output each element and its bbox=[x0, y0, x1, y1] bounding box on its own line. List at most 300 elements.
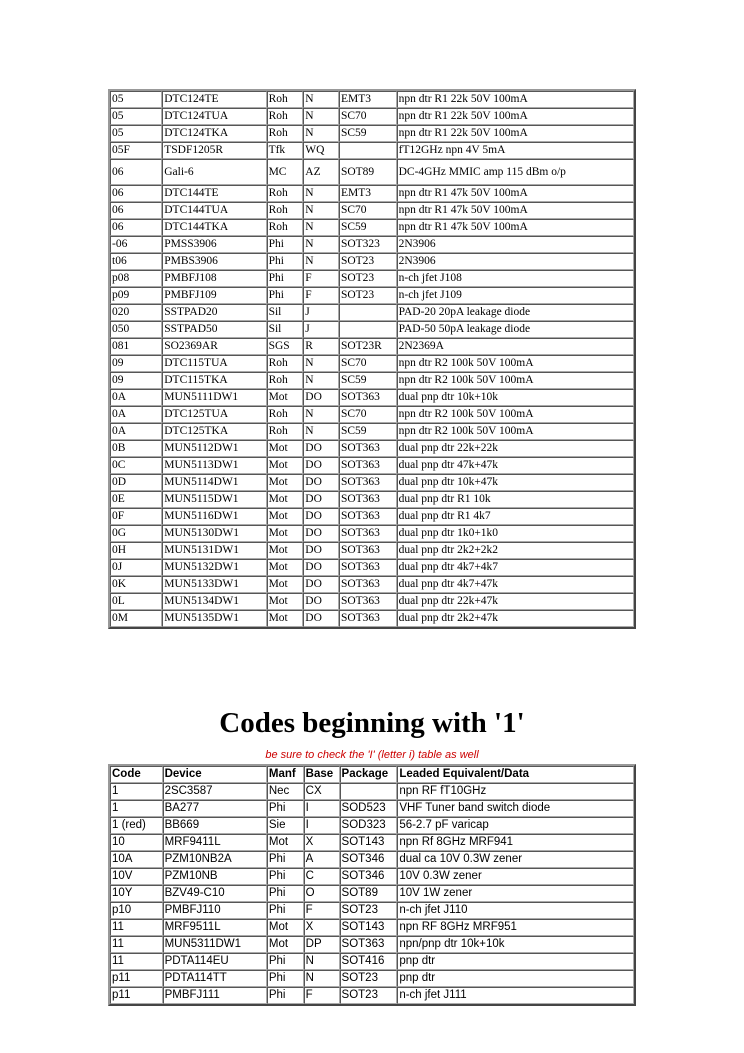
code-cell: 0K bbox=[110, 576, 162, 593]
base-cell: N bbox=[303, 372, 339, 389]
table-row bbox=[110, 474, 634, 491]
table-row bbox=[110, 355, 634, 372]
table-row bbox=[110, 508, 634, 525]
manf-cell: Mot bbox=[267, 525, 304, 542]
manf-cell: Roh bbox=[267, 185, 304, 202]
data-cell: VHF Tuner band switch diode bbox=[397, 800, 634, 817]
manf-cell: Phi bbox=[267, 885, 304, 902]
package-cell: SOT363 bbox=[339, 525, 397, 542]
base-cell: N bbox=[303, 125, 339, 142]
table-row bbox=[110, 159, 634, 185]
package-cell: SOT23 bbox=[339, 287, 397, 304]
data-cell: npn Rf 8GHz MRF941 bbox=[397, 834, 634, 851]
data-cell: PAD-50 50pA leakage diode bbox=[397, 321, 634, 338]
table-row bbox=[110, 287, 634, 304]
code-cell: 0A bbox=[110, 423, 162, 440]
data-cell: dual pnp dtr 10k+10k bbox=[397, 389, 634, 406]
package-cell: SOT363 bbox=[340, 936, 398, 953]
manf-cell: Mot bbox=[267, 559, 304, 576]
base-cell: N bbox=[303, 355, 339, 372]
device-cell: DTC115TUA bbox=[162, 355, 266, 372]
package-cell: SOT416 bbox=[340, 953, 398, 970]
package-cell: SOT346 bbox=[340, 851, 398, 868]
data-cell: dual pnp dtr R1 10k bbox=[397, 491, 634, 508]
code-cell: 05 bbox=[110, 108, 162, 125]
device-cell: PDTA114EU bbox=[163, 953, 267, 970]
manf-cell: Mot bbox=[267, 919, 304, 936]
manf-cell: Phi bbox=[267, 287, 304, 304]
base-cell: DO bbox=[303, 508, 339, 525]
base-cell: I bbox=[304, 800, 340, 817]
base-cell: N bbox=[303, 91, 339, 108]
table-row bbox=[110, 457, 634, 474]
base-cell: N bbox=[303, 108, 339, 125]
base-cell: A bbox=[304, 851, 340, 868]
code-cell: 0A bbox=[110, 389, 162, 406]
package-cell: SOT363 bbox=[339, 491, 397, 508]
manf-cell: Mot bbox=[267, 576, 304, 593]
table-row bbox=[110, 270, 634, 287]
manf-cell: Tfk bbox=[267, 142, 304, 159]
device-cell: MRF9411L bbox=[163, 834, 267, 851]
table-row bbox=[110, 936, 634, 953]
data-cell: 2N3906 bbox=[397, 253, 634, 270]
data-cell: npn dtr R2 100k 50V 100mA bbox=[397, 406, 634, 423]
data-cell: n-ch jfet J109 bbox=[397, 287, 634, 304]
base-cell: X bbox=[304, 834, 340, 851]
base-cell: AZ bbox=[303, 159, 339, 185]
device-cell: MUN5116DW1 bbox=[162, 508, 266, 525]
base-cell: N bbox=[303, 253, 339, 270]
device-cell: MUN5113DW1 bbox=[162, 457, 266, 474]
data-cell: 10V 0.3W zener bbox=[397, 868, 634, 885]
base-cell: DO bbox=[303, 491, 339, 508]
package-cell: SOT363 bbox=[339, 576, 397, 593]
manf-cell: Phi bbox=[267, 902, 304, 919]
data-cell: npn dtr R2 100k 50V 100mA bbox=[397, 372, 634, 389]
package-cell bbox=[339, 304, 397, 321]
base-cell: N bbox=[303, 406, 339, 423]
code-cell: p09 bbox=[110, 287, 162, 304]
manf-cell: Sil bbox=[267, 304, 304, 321]
data-cell: 2N2369A bbox=[397, 338, 634, 355]
data-cell: n-ch jfet J108 bbox=[397, 270, 634, 287]
data-cell: npn dtr R1 47k 50V 100mA bbox=[397, 219, 634, 236]
code-cell: t06 bbox=[110, 253, 162, 270]
header-manf: Manf bbox=[267, 766, 304, 783]
device-cell: DTC124TE bbox=[162, 91, 266, 108]
data-cell: dual pnp dtr 22k+22k bbox=[397, 440, 634, 457]
data-cell: dual pnp dtr 4k7+47k bbox=[397, 576, 634, 593]
data-cell: 56-2.7 pF varicap bbox=[397, 817, 634, 834]
package-cell bbox=[339, 142, 397, 159]
data-cell: npn dtr R1 22k 50V 100mA bbox=[397, 108, 634, 125]
manf-cell: Phi bbox=[267, 868, 304, 885]
code-cell: 10A bbox=[110, 851, 163, 868]
manf-cell: Mot bbox=[267, 593, 304, 610]
manf-cell: Phi bbox=[267, 987, 304, 1004]
package-cell: SOT23R bbox=[339, 338, 397, 355]
table-row bbox=[110, 593, 634, 610]
table-row bbox=[110, 610, 634, 627]
base-cell: DO bbox=[303, 457, 339, 474]
code-cell: 0F bbox=[110, 508, 162, 525]
device-cell: MUN5135DW1 bbox=[162, 610, 266, 627]
data-cell: PAD-20 20pA leakage diode bbox=[397, 304, 634, 321]
code-cell: 0H bbox=[110, 542, 162, 559]
device-cell: DTC144TE bbox=[162, 185, 266, 202]
package-cell: SC70 bbox=[339, 108, 397, 125]
device-cell: MUN5132DW1 bbox=[162, 559, 266, 576]
table-row bbox=[110, 953, 634, 970]
device-cell: PMSS3906 bbox=[162, 236, 266, 253]
device-cell: PZM10NB2A bbox=[163, 851, 267, 868]
table-row bbox=[110, 321, 634, 338]
table-row bbox=[110, 372, 634, 389]
device-cell: MUN5115DW1 bbox=[162, 491, 266, 508]
manf-cell: Roh bbox=[267, 125, 304, 142]
device-cell: MRF9511L bbox=[163, 919, 267, 936]
device-cell: DTC125TUA bbox=[162, 406, 266, 423]
base-cell: DO bbox=[303, 474, 339, 491]
package-cell bbox=[340, 783, 398, 800]
code-cell: 09 bbox=[110, 372, 162, 389]
table-row bbox=[110, 440, 634, 457]
data-cell: npn dtr R1 47k 50V 100mA bbox=[397, 202, 634, 219]
manf-cell: Phi bbox=[267, 800, 304, 817]
data-cell: 10V 1W zener bbox=[397, 885, 634, 902]
data-cell: dual pnp dtr 2k2+2k2 bbox=[397, 542, 634, 559]
device-cell: MUN5130DW1 bbox=[162, 525, 266, 542]
manf-cell: Roh bbox=[267, 108, 304, 125]
package-cell: SC70 bbox=[339, 355, 397, 372]
device-cell: DTC115TKA bbox=[162, 372, 266, 389]
data-cell: n-ch jfet J110 bbox=[397, 902, 634, 919]
manf-cell: Roh bbox=[267, 91, 304, 108]
data-cell: 2N3906 bbox=[397, 236, 634, 253]
table-row bbox=[110, 125, 634, 142]
package-cell: SOT363 bbox=[339, 457, 397, 474]
package-cell: SOT363 bbox=[339, 542, 397, 559]
device-cell: DTC125TKA bbox=[162, 423, 266, 440]
manf-cell: Phi bbox=[267, 270, 304, 287]
table-row bbox=[110, 253, 634, 270]
manf-cell: Mot bbox=[267, 936, 304, 953]
code-cell: 10V bbox=[110, 868, 163, 885]
device-cell: PMBFJ109 bbox=[162, 287, 266, 304]
base-cell: DO bbox=[303, 525, 339, 542]
data-cell: npn dtr R1 22k 50V 100mA bbox=[397, 91, 634, 108]
manf-cell: Mot bbox=[267, 542, 304, 559]
base-cell: N bbox=[303, 423, 339, 440]
section-heading: Codes beginning with '1' bbox=[219, 707, 525, 739]
data-cell: npn dtr R1 47k 50V 100mA bbox=[397, 185, 634, 202]
table-row bbox=[110, 219, 634, 236]
base-cell: N bbox=[304, 953, 340, 970]
package-cell: SOT23 bbox=[340, 987, 398, 1004]
manf-cell: Nec bbox=[267, 783, 304, 800]
device-cell: MUN5134DW1 bbox=[162, 593, 266, 610]
code-cell: 05F bbox=[110, 142, 162, 159]
data-cell: dual ca 10V 0.3W zener bbox=[397, 851, 634, 868]
manf-cell: Roh bbox=[267, 202, 304, 219]
base-cell: N bbox=[303, 236, 339, 253]
table-row bbox=[110, 902, 634, 919]
code-cell: 0J bbox=[110, 559, 162, 576]
manf-cell: Mot bbox=[267, 508, 304, 525]
table-row bbox=[110, 542, 634, 559]
header-code: Code bbox=[110, 766, 163, 783]
base-cell: I bbox=[304, 817, 340, 834]
code-cell: p11 bbox=[110, 987, 163, 1004]
device-cell: TSDF1205R bbox=[162, 142, 266, 159]
package-cell: SOT23 bbox=[340, 970, 398, 987]
base-cell: F bbox=[303, 270, 339, 287]
data-cell: n-ch jfet J111 bbox=[397, 987, 634, 1004]
data-cell: DC-4GHz MMIC amp 115 dBm o/p bbox=[397, 159, 634, 185]
header-device: Device bbox=[163, 766, 267, 783]
code-cell: 0C bbox=[110, 457, 162, 474]
device-cell: PMBFJ108 bbox=[162, 270, 266, 287]
smd-codes-table-0 bbox=[108, 89, 636, 629]
base-cell: DO bbox=[303, 610, 339, 627]
manf-cell: Sie bbox=[267, 817, 304, 834]
table-row bbox=[110, 851, 634, 868]
manf-cell: Phi bbox=[267, 851, 304, 868]
code-cell: 1 bbox=[110, 800, 163, 817]
table-row bbox=[110, 406, 634, 423]
code-cell: 10Y bbox=[110, 885, 163, 902]
base-cell: DO bbox=[303, 389, 339, 406]
data-cell: npn dtr R2 100k 50V 100mA bbox=[397, 355, 634, 372]
package-cell bbox=[339, 321, 397, 338]
data-cell: dual pnp dtr 4k7+4k7 bbox=[397, 559, 634, 576]
base-cell: J bbox=[303, 304, 339, 321]
table-row bbox=[110, 491, 634, 508]
device-cell: BB669 bbox=[163, 817, 267, 834]
table-row bbox=[110, 559, 634, 576]
package-cell: SOD323 bbox=[340, 817, 398, 834]
code-cell: 0A bbox=[110, 406, 162, 423]
code-cell: -06 bbox=[110, 236, 162, 253]
base-cell: DO bbox=[303, 593, 339, 610]
base-cell: N bbox=[304, 970, 340, 987]
table-row bbox=[110, 304, 634, 321]
device-cell: DTC144TKA bbox=[162, 219, 266, 236]
data-cell: dual pnp dtr 22k+47k bbox=[397, 593, 634, 610]
package-cell: SC70 bbox=[339, 202, 397, 219]
device-cell: PDTA114TT bbox=[163, 970, 267, 987]
code-cell: 0D bbox=[110, 474, 162, 491]
manf-cell: Mot bbox=[267, 491, 304, 508]
base-cell: DP bbox=[304, 936, 340, 953]
code-cell: 0M bbox=[110, 610, 162, 627]
section-note: be sure to check the 'I' (letter i) table as well bbox=[265, 749, 479, 761]
device-cell: SO2369AR bbox=[162, 338, 266, 355]
table-row bbox=[110, 817, 634, 834]
manf-cell: Mot bbox=[267, 440, 304, 457]
table-row bbox=[110, 970, 634, 987]
data-cell: dual pnp dtr 1k0+1k0 bbox=[397, 525, 634, 542]
package-cell: SOT363 bbox=[339, 389, 397, 406]
table-row bbox=[110, 338, 634, 355]
smd-codes-table-1 bbox=[108, 764, 636, 1006]
device-cell: DTC144TUA bbox=[162, 202, 266, 219]
table-row bbox=[110, 236, 634, 253]
package-cell: SC59 bbox=[339, 372, 397, 389]
code-cell: 0L bbox=[110, 593, 162, 610]
manf-cell: Roh bbox=[267, 406, 304, 423]
manf-cell: Phi bbox=[267, 236, 304, 253]
data-cell: pnp dtr bbox=[397, 953, 634, 970]
device-cell: MUN5311DW1 bbox=[163, 936, 267, 953]
table-row bbox=[110, 185, 634, 202]
device-cell: 2SC3587 bbox=[163, 783, 267, 800]
code-cell: 0G bbox=[110, 525, 162, 542]
package-cell: EMT3 bbox=[339, 91, 397, 108]
code-cell: 1 (red) bbox=[110, 817, 163, 834]
table-row bbox=[110, 423, 634, 440]
manf-cell: Mot bbox=[267, 834, 304, 851]
base-cell: DO bbox=[303, 440, 339, 457]
header-package: Package bbox=[340, 766, 398, 783]
data-cell: npn dtr R1 22k 50V 100mA bbox=[397, 125, 634, 142]
package-cell: SOT23 bbox=[339, 270, 397, 287]
base-cell: C bbox=[304, 868, 340, 885]
package-cell: SC70 bbox=[339, 406, 397, 423]
manf-cell: MC bbox=[267, 159, 304, 185]
data-cell: npn RF fT10GHz bbox=[397, 783, 634, 800]
package-cell: SOT363 bbox=[339, 559, 397, 576]
data-cell: npn/pnp dtr 10k+10k bbox=[397, 936, 634, 953]
package-cell: SOT143 bbox=[340, 919, 398, 936]
package-cell: SOT363 bbox=[339, 508, 397, 525]
package-cell: SOT143 bbox=[340, 834, 398, 851]
table-row bbox=[110, 389, 634, 406]
code-cell: 11 bbox=[110, 919, 163, 936]
code-cell: 1 bbox=[110, 783, 163, 800]
data-cell: dual pnp dtr 47k+47k bbox=[397, 457, 634, 474]
base-cell: N bbox=[303, 202, 339, 219]
data-cell: npn RF 8GHz MRF951 bbox=[397, 919, 634, 936]
code-cell: 09 bbox=[110, 355, 162, 372]
package-cell: SOT363 bbox=[339, 610, 397, 627]
table-row bbox=[110, 576, 634, 593]
device-cell: MUN5131DW1 bbox=[162, 542, 266, 559]
device-cell: PMBFJ110 bbox=[163, 902, 267, 919]
device-cell: DTC124TKA bbox=[162, 125, 266, 142]
code-cell: 06 bbox=[110, 159, 162, 185]
package-cell: SC59 bbox=[339, 423, 397, 440]
device-cell: PMBFJ111 bbox=[163, 987, 267, 1004]
code-cell: 05 bbox=[110, 91, 162, 108]
manf-cell: Phi bbox=[267, 953, 304, 970]
manf-cell: Mot bbox=[267, 474, 304, 491]
table-row bbox=[110, 783, 634, 800]
package-cell: SOT363 bbox=[339, 474, 397, 491]
manf-cell: Roh bbox=[267, 423, 304, 440]
code-cell: p11 bbox=[110, 970, 163, 987]
device-cell: MUN5114DW1 bbox=[162, 474, 266, 491]
code-cell: 050 bbox=[110, 321, 162, 338]
base-cell: R bbox=[303, 338, 339, 355]
package-cell: SOT346 bbox=[340, 868, 398, 885]
base-cell: N bbox=[303, 219, 339, 236]
device-cell: PMBS3906 bbox=[162, 253, 266, 270]
manf-cell: Mot bbox=[267, 610, 304, 627]
base-cell: F bbox=[303, 287, 339, 304]
code-cell: p10 bbox=[110, 902, 163, 919]
package-cell: SOT89 bbox=[339, 159, 397, 185]
code-cell: 10 bbox=[110, 834, 163, 851]
table-row bbox=[110, 202, 634, 219]
code-cell: 020 bbox=[110, 304, 162, 321]
manf-cell: SGS bbox=[267, 338, 304, 355]
package-cell: SOT363 bbox=[339, 440, 397, 457]
table-row bbox=[110, 868, 634, 885]
base-cell: WQ bbox=[303, 142, 339, 159]
device-cell: Gali-6 bbox=[162, 159, 266, 185]
table-header-row bbox=[110, 766, 634, 783]
manf-cell: Mot bbox=[267, 457, 304, 474]
package-cell: SOT323 bbox=[339, 236, 397, 253]
device-cell: BA277 bbox=[163, 800, 267, 817]
code-cell: 05 bbox=[110, 125, 162, 142]
header-data: Leaded Equivalent/Data bbox=[397, 766, 634, 783]
table-row bbox=[110, 800, 634, 817]
code-cell: 11 bbox=[110, 953, 163, 970]
header-base: Base bbox=[304, 766, 340, 783]
device-cell: SSTPAD50 bbox=[162, 321, 266, 338]
manf-cell: Sil bbox=[267, 321, 304, 338]
package-cell: SOT89 bbox=[340, 885, 398, 902]
device-cell: MUN5111DW1 bbox=[162, 389, 266, 406]
data-cell: fT12GHz npn 4V 5mA bbox=[397, 142, 634, 159]
package-cell: SOT23 bbox=[339, 253, 397, 270]
table-row bbox=[110, 987, 634, 1004]
table-row bbox=[110, 525, 634, 542]
manf-cell: Roh bbox=[267, 355, 304, 372]
base-cell: J bbox=[303, 321, 339, 338]
manf-cell: Roh bbox=[267, 372, 304, 389]
table-row bbox=[110, 885, 634, 902]
code-cell: p08 bbox=[110, 270, 162, 287]
data-cell: npn dtr R2 100k 50V 100mA bbox=[397, 423, 634, 440]
base-cell: X bbox=[304, 919, 340, 936]
data-cell: pnp dtr bbox=[397, 970, 634, 987]
table-row bbox=[110, 108, 634, 125]
manf-cell: Phi bbox=[267, 970, 304, 987]
code-cell: 11 bbox=[110, 936, 163, 953]
base-cell: DO bbox=[303, 576, 339, 593]
device-cell: BZV49-C10 bbox=[163, 885, 267, 902]
device-cell: MUN5112DW1 bbox=[162, 440, 266, 457]
base-cell: N bbox=[303, 185, 339, 202]
code-cell: 0B bbox=[110, 440, 162, 457]
base-cell: DO bbox=[303, 542, 339, 559]
table-row bbox=[110, 91, 634, 108]
device-cell: DTC124TUA bbox=[162, 108, 266, 125]
package-cell: SOD523 bbox=[340, 800, 398, 817]
package-cell: SC59 bbox=[339, 219, 397, 236]
base-cell: O bbox=[304, 885, 340, 902]
code-cell: 0E bbox=[110, 491, 162, 508]
code-cell: 06 bbox=[110, 202, 162, 219]
code-cell: 06 bbox=[110, 219, 162, 236]
device-cell: PZM10NB bbox=[163, 868, 267, 885]
package-cell: SC59 bbox=[339, 125, 397, 142]
table-row bbox=[110, 919, 634, 936]
